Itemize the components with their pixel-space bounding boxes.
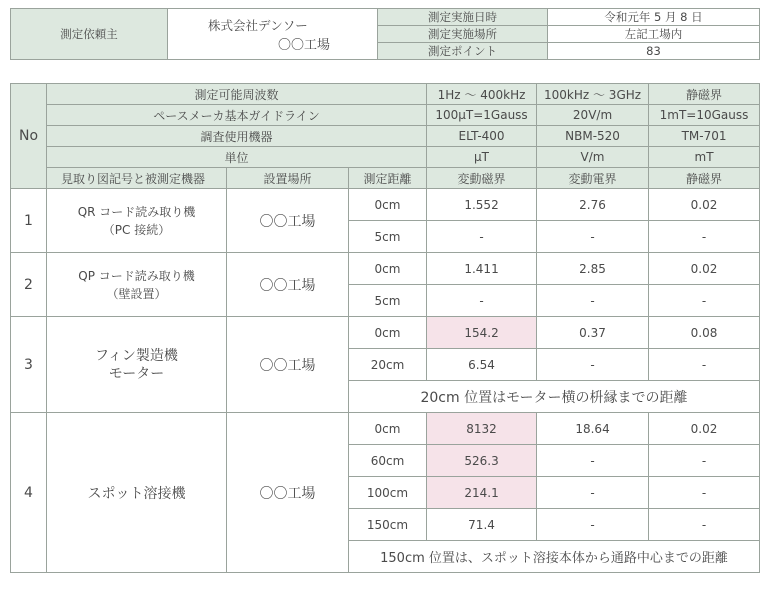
device-electric: NBM-520 xyxy=(537,126,649,147)
device-name xyxy=(47,317,227,413)
electric-value: - xyxy=(537,477,649,509)
col-header-electric: 変動電界 xyxy=(537,168,649,189)
static-value: - xyxy=(649,509,760,541)
col-header-distance: 測定距離 xyxy=(349,168,427,189)
distance: 60cm xyxy=(349,445,427,477)
row-no: 2 xyxy=(11,253,47,317)
request-info-table xyxy=(10,8,760,60)
guide-electric: 20V/m xyxy=(537,105,649,126)
requester-value xyxy=(168,9,378,60)
place-value: 左記工場内 xyxy=(548,26,760,43)
electric-value: - xyxy=(537,509,649,541)
distance: 5cm xyxy=(349,285,427,317)
device-name xyxy=(47,253,227,317)
electric-value: 2.85 xyxy=(537,253,649,285)
magnetic-value: 526.3 xyxy=(427,445,537,477)
device-static: TM-701 xyxy=(649,126,760,147)
magnetic-value: 8132 xyxy=(427,413,537,445)
static-value: - xyxy=(649,477,760,509)
location: 〇〇工場 xyxy=(227,413,349,573)
magnetic-value: 6.54 xyxy=(427,349,537,381)
freq-electric: 100kHz ～ 3GHz xyxy=(537,84,649,105)
company-name: 株式会社デンソー xyxy=(208,17,308,33)
row-note: 20cm 位置はモーター横の枡縁までの距離 xyxy=(349,381,760,413)
distance: 150cm xyxy=(349,509,427,541)
electric-value: - xyxy=(537,349,649,381)
points-value: 83 xyxy=(548,43,760,60)
distance: 100cm xyxy=(349,477,427,509)
static-value: 0.02 xyxy=(649,189,760,221)
table-row xyxy=(11,413,760,445)
magnetic-value: 154.2 xyxy=(427,317,537,349)
guide-magnetic: 100μT=1Gauss xyxy=(427,105,537,126)
distance: 20cm xyxy=(349,349,427,381)
static-value: 0.08 xyxy=(649,317,760,349)
electric-value: 0.37 xyxy=(537,317,649,349)
location: 〇〇工場 xyxy=(227,253,349,317)
guide-static: 1mT=10Gauss xyxy=(649,105,760,126)
freq-magnetic: 1Hz ～ 400kHz xyxy=(427,84,537,105)
location: 〇〇工場 xyxy=(227,189,349,253)
device-name-line2: （PC 接続） xyxy=(102,222,171,237)
device-name-line2: モーター xyxy=(108,365,165,382)
distance: 0cm xyxy=(349,253,427,285)
static-value: 0.02 xyxy=(649,253,760,285)
static-value: - xyxy=(649,285,760,317)
unit-static: mT xyxy=(649,147,760,168)
unit-label: 単位 xyxy=(47,147,427,168)
distance: 0cm xyxy=(349,189,427,221)
col-header-device: 見取り図記号と被測定機器 xyxy=(47,168,227,189)
plant-name: 〇〇工場 xyxy=(278,37,331,53)
electric-value: 18.64 xyxy=(537,413,649,445)
table-row xyxy=(11,317,760,349)
guide-label: ペースメーカ基本ガイドライン xyxy=(47,105,427,126)
table-row xyxy=(11,189,760,221)
device-name-line2: （壁設置） xyxy=(106,286,167,301)
magnetic-value: 71.4 xyxy=(427,509,537,541)
magnetic-value: - xyxy=(427,285,537,317)
freq-static: 静磁界 xyxy=(649,84,760,105)
col-header-static: 静磁界 xyxy=(649,168,760,189)
device-label: 調査使用機器 xyxy=(47,126,427,147)
electric-value: - xyxy=(537,221,649,253)
row-no: 3 xyxy=(11,317,47,413)
electric-value: - xyxy=(537,285,649,317)
magnetic-value: 214.1 xyxy=(427,477,537,509)
row-note: 150cm 位置は、スポット溶接本体から通路中心までの距離 xyxy=(349,541,760,573)
magnetic-value: 1.411 xyxy=(427,253,537,285)
static-value: - xyxy=(649,445,760,477)
static-value: - xyxy=(649,221,760,253)
magnetic-value: 1.552 xyxy=(427,189,537,221)
device-name-line1: フィン製造機 xyxy=(95,347,178,364)
device-name-line1: QP コード読み取り機 xyxy=(78,268,195,283)
static-value: - xyxy=(649,349,760,381)
electric-value: 2.76 xyxy=(537,189,649,221)
points-label: 測定ポイント xyxy=(378,43,548,60)
col-header-magnetic: 変動磁界 xyxy=(427,168,537,189)
device-name-line1: QR コード読み取り機 xyxy=(77,204,196,219)
distance: 0cm xyxy=(349,413,427,445)
electric-value: - xyxy=(537,445,649,477)
row-no: 1 xyxy=(11,189,47,253)
magnetic-value: - xyxy=(427,221,537,253)
row-no: 4 xyxy=(11,413,47,573)
requester-label: 測定依頼主 xyxy=(11,9,168,60)
col-header-location: 設置場所 xyxy=(227,168,349,189)
device-magnetic: ELT-400 xyxy=(427,126,537,147)
date-label: 測定実施日時 xyxy=(378,9,548,26)
device-name xyxy=(47,189,227,253)
location: 〇〇工場 xyxy=(227,317,349,413)
measurement-table xyxy=(10,83,760,573)
table-row xyxy=(11,253,760,285)
freq-label: 測定可能周波数 xyxy=(47,84,427,105)
date-value: 令和元年 5 月 8 日 xyxy=(548,9,760,26)
unit-electric: V/m xyxy=(537,147,649,168)
device-name: スポット溶接機 xyxy=(47,413,227,573)
unit-magnetic: μT xyxy=(427,147,537,168)
place-label: 測定実施場所 xyxy=(378,26,548,43)
distance: 0cm xyxy=(349,317,427,349)
distance: 5cm xyxy=(349,221,427,253)
static-value: 0.02 xyxy=(649,413,760,445)
no-header: No xyxy=(11,84,47,189)
